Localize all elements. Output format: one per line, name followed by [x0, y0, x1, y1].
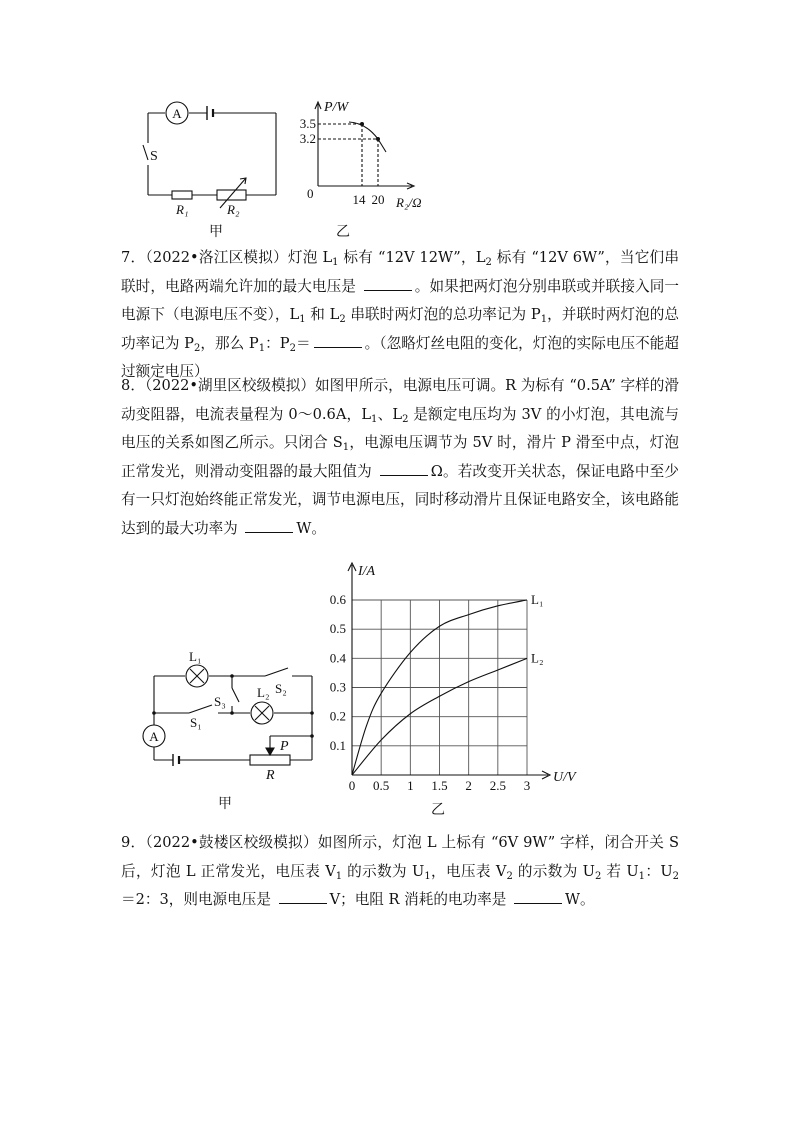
- question-8: 8．（2022•湖里区校级模拟）如图甲所示，电源电压可调。R 为标有 “0.5A” 字样的滑动变阻器，电流表量程为 0～0.6A，$L_1$、$L_2$ 是额定电压均为 3V 的小灯泡，其电流与电压的关系如图乙所示。只闭合 $S_1$，电源电压调节为 5V 时，滑片 P 滑至中点，灯泡正常发光，则滑动变阻器的最大阻值为 Ω。若改变开关状态，保证电路中至少有一只灯泡始终能正常发光，调节电源电压，同时移动滑片且保证电路安全，该电路能达到的最大功率为 W。: [121, 377, 680, 537]
- ammeter-label: A: [172, 106, 182, 121]
- y-tick-label: 0.3: [329, 679, 346, 695]
- top-jia-caption: 甲: [209, 225, 223, 240]
- y-tick-label: 0.1: [329, 737, 346, 753]
- top-graph-xtick-14: 14: [352, 192, 366, 207]
- top-graph-xlabel: R₂/Ω: [396, 195, 422, 210]
- mid-jia-caption: 甲: [218, 797, 232, 812]
- iu-chart-xlabel: U/V: [553, 770, 576, 785]
- top-yi-caption: 乙: [336, 225, 350, 240]
- top-graph-ytick-3.2: 3.2: [299, 131, 316, 146]
- l1-label: L₁: [189, 649, 202, 664]
- s1-label: S₁: [190, 715, 202, 730]
- q9-number: 9．: [121, 834, 146, 851]
- x-tick-label: 1.5: [431, 778, 448, 793]
- q8-number: 8．: [121, 377, 145, 394]
- switch-label: S: [150, 149, 158, 164]
- q9-blank-1[interactable]: [279, 889, 327, 904]
- y-tick-label: 0.4: [329, 650, 346, 666]
- x-tick-label: 3: [523, 778, 531, 793]
- q9-blank-2[interactable]: [514, 889, 562, 904]
- l2-label: L₂: [257, 685, 270, 700]
- q8-source: （2022•湖里区校级模拟）: [144, 377, 316, 394]
- top-graph-ylabel: P/W: [324, 100, 349, 115]
- slider-p-label: P: [280, 739, 289, 754]
- x-tick-label: 2: [465, 778, 472, 793]
- q9-source: （2022•鼓楼区校级模拟）: [145, 834, 318, 851]
- top-graph-ytick-3.5: 3.5: [299, 116, 316, 131]
- top-graph-origin: 0: [307, 186, 314, 201]
- question-9: 9．（2022•鼓楼区校级模拟）如图所示，灯泡 L 上标有 “6V 9W” 字样，闭合开关 S 后，灯泡 L 正常发光，电压表 $V_1$ 的示数为 $U_1$，电压表 $V_2$ 的示数为 $U_2$ 若 $U_1$：$U_2=2$：3，则电源电压是 V；电阻 R 消耗的电功率是 W。: [121, 834, 680, 909]
- y-tick-label: 0.6: [329, 592, 346, 607]
- x-tick-label: 1: [407, 778, 414, 793]
- x-tick-label: 2.5: [489, 778, 506, 793]
- s3-label: S₃: [214, 694, 226, 709]
- y-tick-label: 0.5: [329, 621, 346, 637]
- rheostat-r-label: R: [266, 768, 275, 783]
- x-tick-label: 0.5: [373, 778, 390, 793]
- q7-number: 7．: [121, 249, 146, 266]
- question-7: 7．（2022•洛江区模拟）灯泡 $L_1$ 标有 “12V 12W”，$L_2$ 标有 “12V 6W”，当它们串联时，电路两端允许加的最大电压是 。如果把两灯泡分别串联或并联接入同一电源下（电源电压不变），$L_1$ 和 $L_2$ 串联时两灯泡的总功率记为 $P_1$，并联时两灯泡的总功率记为 $P_2$，那么 $P_1$：$P_2=$ 。（忽略灯丝电阻的变化，灯泡的实际电压不能超过额定电压）: [121, 249, 680, 381]
- mid-ammeter-label: A: [149, 729, 159, 744]
- y-tick-label: 0.2: [329, 708, 346, 724]
- s2-label: S₂: [275, 681, 287, 696]
- x-tick-label: 0: [348, 778, 356, 793]
- r2-label: R₂: [227, 202, 240, 217]
- r1-label: R₁: [176, 202, 189, 217]
- mid-yi-caption: 乙: [431, 803, 445, 818]
- q7-source: （2022•洛江区模拟）: [145, 249, 288, 266]
- iu-chart-ylabel: I/A: [358, 564, 376, 579]
- series-label-2: L₂: [531, 650, 544, 666]
- top-graph-xtick-20: 20: [371, 192, 385, 207]
- series-label-1: L₁: [531, 592, 544, 607]
